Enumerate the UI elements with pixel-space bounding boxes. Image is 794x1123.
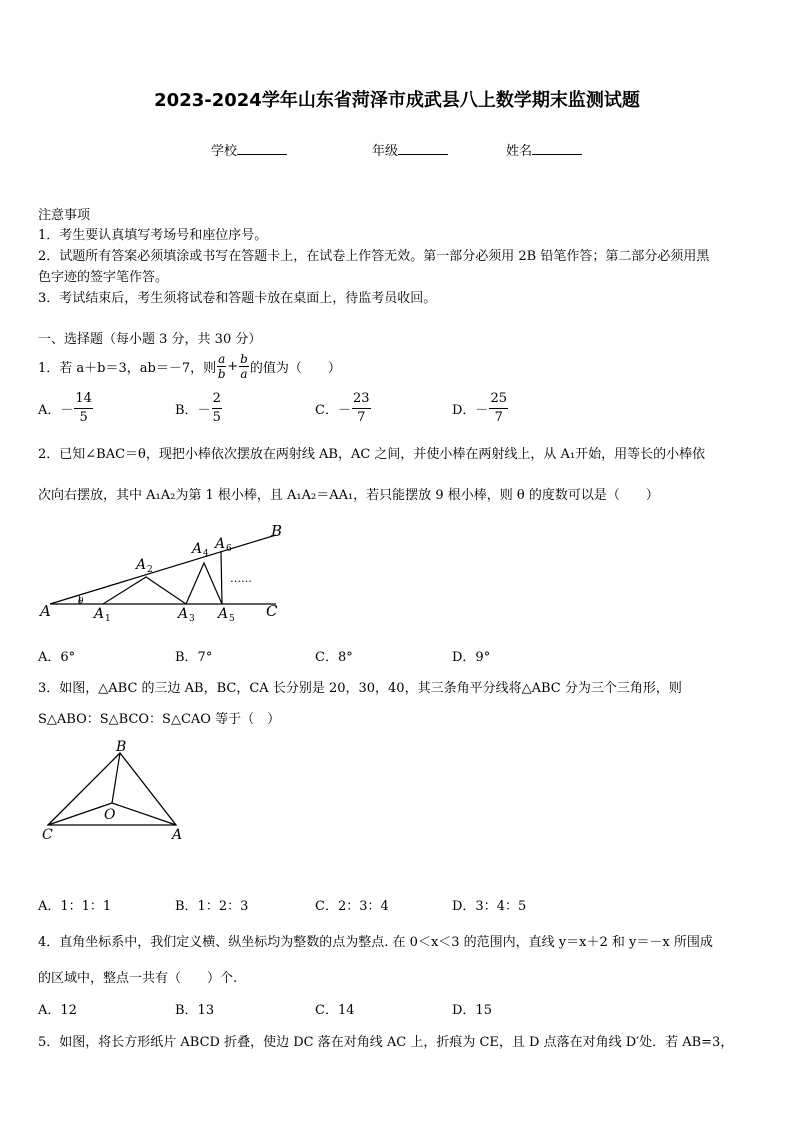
q4-line1: 4．直角坐标系中，我们定义横、纵坐标均为整数的点为整点. 在 0＜x＜3 的范围内，直线 y＝x＋2 和 y＝－x 所围成 (38, 935, 713, 950)
label-b: B (116, 739, 127, 755)
sub-2: 2 (147, 565, 153, 575)
theta-label: θ (78, 597, 84, 607)
label-o: O (104, 807, 116, 823)
note-item: 1．考生要认真填写考场号和座位序号。 (38, 228, 268, 243)
q2-option-c: C．8° (315, 650, 353, 665)
label-a4: A (192, 541, 203, 557)
sub-4: 4 (203, 549, 209, 559)
q1-option-a: A．－ $\frac{14}{5}$ (38, 391, 92, 425)
notes-heading: 注意事项 (38, 208, 91, 223)
q1-frac-a-over-b: $\frac{a}{b}$ (217, 352, 226, 381)
bisector-c (48, 803, 112, 825)
sub-3: 3 (189, 614, 195, 624)
q3-line1: 3．如图，△ABC 的三边 AB，BC，CA 长分别是 20，30，40，其三条角平分线将△ABC 分为三个三角形，则 (38, 681, 682, 696)
label-c: C (266, 602, 278, 620)
q3-option-a: A．1：1：1 (38, 899, 112, 914)
q1-suffix: 的值为（ ） (249, 361, 341, 376)
note-item: 3．考试结束后，考生须将试卷和答题卡放在桌面上，待监考员收回。 (38, 291, 437, 306)
school-label: 学校 (211, 144, 238, 159)
q4-option-d: D．15 (452, 1003, 492, 1018)
bisector-a (112, 803, 176, 825)
q4-line2: 的区域中，整点一共有（ ）个. (38, 971, 238, 986)
q1-plus: + (227, 359, 239, 374)
q3-line2: S△ABO：S△BCO：S△CAO 等于（ ） (38, 712, 281, 727)
page-title: 2023-2024学年山东省菏泽市成武县八上数学期末监测试题 (154, 90, 640, 111)
label-c: C (42, 827, 53, 843)
q1-prefix: 1．若 a＋b＝3，ab＝－7，则 (38, 361, 217, 376)
label-a: A (40, 602, 51, 620)
name-label: 姓名 (506, 144, 533, 159)
label-b: B (271, 522, 283, 540)
q3-option-d: D．3：4：5 (452, 899, 527, 914)
sub-5: 5 (229, 614, 235, 624)
label-a: A (172, 827, 183, 843)
q1-frac-b-over-a: $\frac{b}{a}$ (240, 352, 248, 381)
grade-label: 年级 (372, 144, 399, 159)
q2-line2: 次向右摆放，其中 A₁A₂为第 1 根小棒，且 A₁A₂＝AA₁，若只能摆放 9 根小棒，则 θ 的度数可以是（ ） (38, 488, 659, 503)
grade-field (372, 140, 448, 159)
note-item: 色字迹的签字笔作答。 (38, 270, 169, 285)
label-a6: A (215, 536, 226, 552)
sub-6: 6 (226, 544, 232, 554)
q3-option-b: B．1：2：3 (175, 899, 249, 914)
q2-line1: 2．已知∠BAC＝θ，现把小棒依次摆放在两射线 AB，AC 之间，并使小棒在两射线上，从 A₁开始，用等长的小棒依 (38, 447, 706, 462)
ray-ab (50, 535, 276, 604)
q1-option-c: C．－ $\frac{23}{7}$ (315, 391, 370, 425)
label-a3: A (178, 606, 189, 622)
q2-option-a: A．6° (38, 650, 76, 665)
q5-line1: 5．如图，将长方形纸片 ABCD 折叠，使边 DC 落在对角线 AC 上，折痕为 CE，且 D 点落在对角线 D′处．若 AB=3， (38, 1035, 734, 1050)
continuation-dots: …… (230, 572, 252, 585)
q1-option-d: D．－ $\frac{25}{7}$ (452, 391, 507, 425)
q2-figure (36, 520, 296, 625)
label-a1: A (94, 606, 105, 622)
section-heading: 一、选择题（每小题 3 分，共 30 分） (38, 332, 262, 347)
note-item: 2．试题所有答案必须填涂或书写在答题卡上，在试卷上作答无效。第一部分必须用 2B 铅笔作答；第二部分必须用黑 (38, 249, 710, 264)
school-field (211, 140, 287, 159)
name-field (506, 140, 582, 159)
sub-1: 1 (105, 614, 111, 624)
q4-option-b: B．13 (175, 1003, 215, 1018)
q2-option-b: B．7° (175, 650, 213, 665)
label-a5: A (218, 606, 229, 622)
q3-triangle-figure (38, 735, 188, 845)
q4-option-a: A．12 (38, 1003, 77, 1018)
school-blank (237, 142, 287, 155)
name-blank (532, 142, 582, 155)
q2-option-d: D．9° (452, 650, 491, 665)
label-a2: A (136, 557, 147, 573)
grade-blank (398, 142, 448, 155)
question-1 (38, 352, 341, 381)
q1-option-b: B．－ $\frac{2}{5}$ (175, 391, 221, 425)
q3-option-c: C．2：3：4 (315, 899, 389, 914)
sticks (103, 552, 222, 604)
q4-option-c: C．14 (315, 1003, 355, 1018)
